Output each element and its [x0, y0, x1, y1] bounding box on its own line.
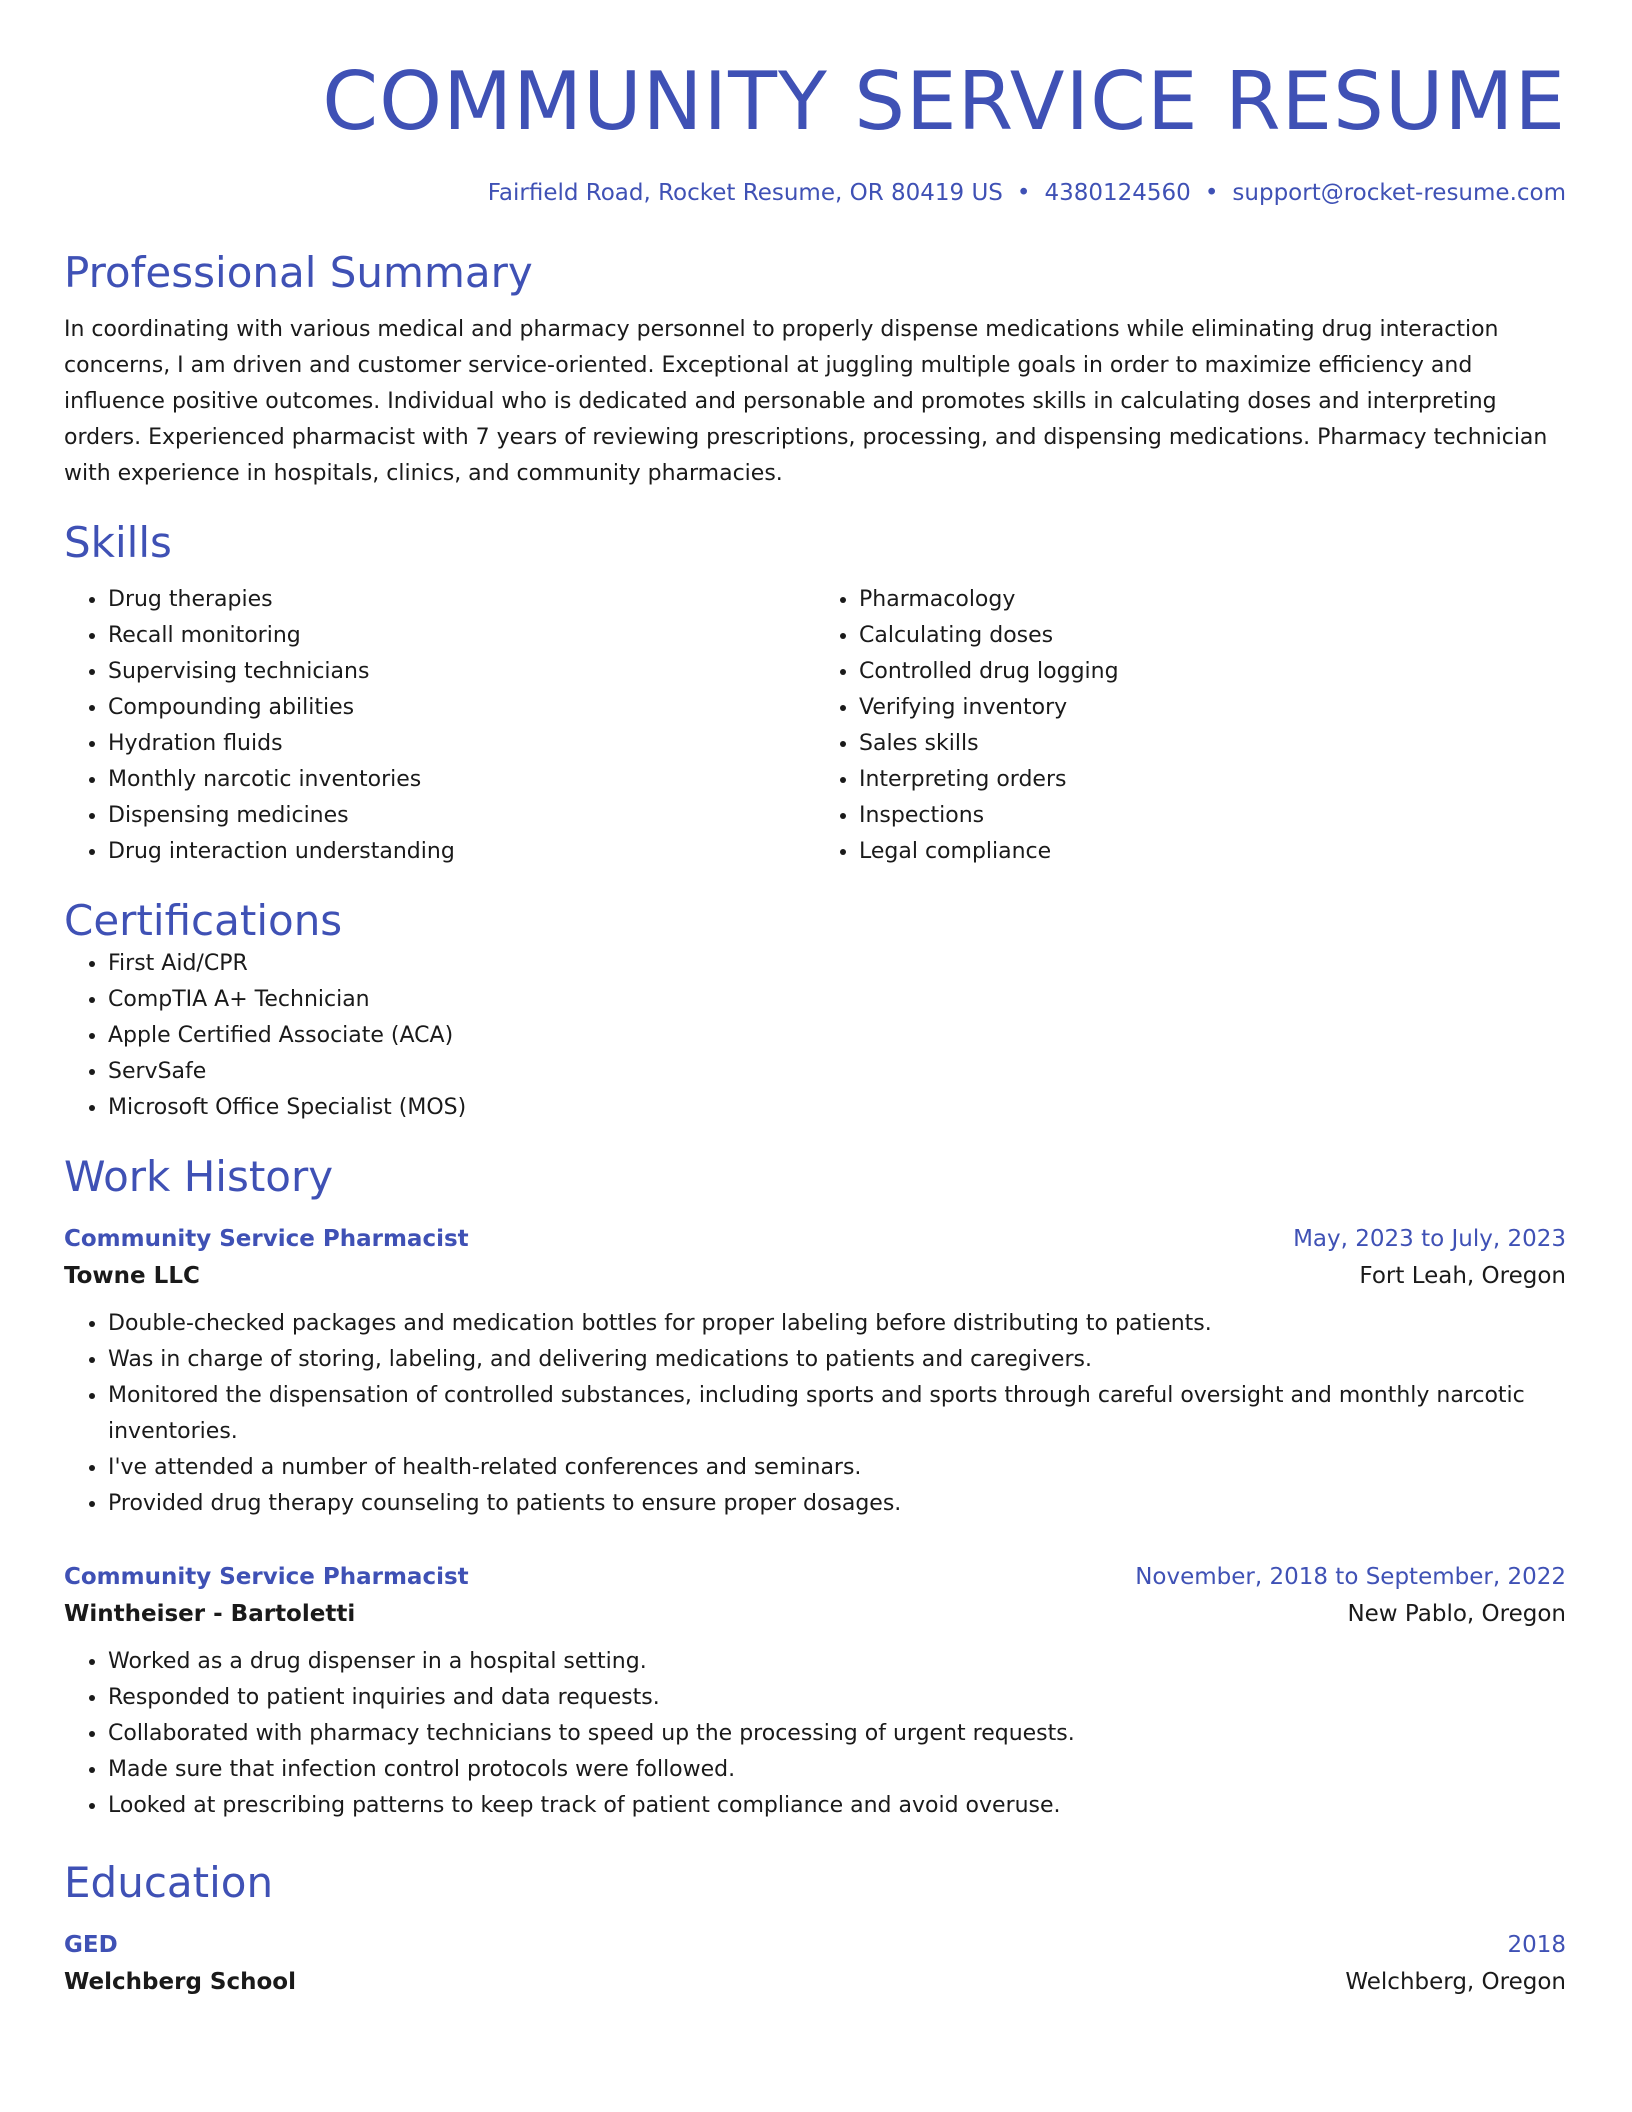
job-location: Fort Leah, Oregon — [1359, 1263, 1566, 1289]
skill-item: • Controlled drug logging — [859, 654, 1566, 690]
job-bullet: • Double-checked packages and medication bottles for proper labeling before distributing to patients. — [108, 1306, 1566, 1342]
skill-item: • Inspections — [859, 798, 1566, 834]
job-bullet: • Worked as a drug dispenser in a hospital setting. — [108, 1644, 1566, 1680]
resume-title: COMMUNITY SERVICE RESUME — [322, 55, 1566, 148]
job-title: Community Service Pharmacist — [64, 1564, 469, 1590]
education-degree: GED — [64, 1932, 118, 1958]
job-company: Wintheiser - Bartoletti — [64, 1601, 356, 1627]
certification-item: • ServSafe — [108, 1054, 1566, 1090]
certifications-list — [64, 946, 1566, 1126]
skill-item: • Sales skills — [859, 726, 1566, 762]
skill-item: • Pharmacology — [859, 582, 1566, 618]
skill-item: • Calculating doses — [859, 618, 1566, 654]
job-bullet: • Was in charge of storing, labeling, and delivering medications to patients and caregivers. — [108, 1342, 1566, 1378]
skill-item: • Interpreting orders — [859, 762, 1566, 798]
job-dates: November, 2018 to September, 2022 — [1135, 1564, 1566, 1590]
job-company: Towne LLC — [64, 1263, 200, 1289]
education-school-row — [64, 1962, 1566, 2002]
job-bullet: • Monitored the dispensation of controlled substances, including sports and sports through careful oversight and monthly narcotic inventories. — [108, 1378, 1566, 1450]
contact-email[interactable]: support@rocket-resume.com — [1232, 180, 1566, 206]
skills-list-left — [64, 582, 815, 870]
certifications-heading: Certifications — [64, 896, 343, 945]
contact-line — [64, 178, 1566, 208]
skill-item: • Compounding abilities — [108, 690, 815, 726]
job-bullet: • Looked at prescribing patterns to keep track of patient compliance and avoid overuse. — [108, 1788, 1566, 1824]
certification-item: • First Aid/CPR — [108, 946, 1566, 982]
education-heading: Education — [64, 1858, 274, 1907]
job-bullet: • I've attended a number of health-related conferences and seminars. — [108, 1450, 1566, 1486]
skill-item: • Recall monitoring — [108, 618, 815, 654]
skill-item: • Monthly narcotic inventories — [108, 762, 815, 798]
skill-item: • Drug therapies — [108, 582, 815, 618]
certification-item: • Apple Certified Associate (ACA) — [108, 1018, 1566, 1054]
job-bullets — [64, 1644, 1566, 1824]
job-entry — [64, 1560, 1566, 1824]
job-bullet: • Made sure that infection control protocols were followed. — [108, 1752, 1566, 1788]
contact-phone: 4380124560 — [1044, 180, 1191, 206]
skills-columns — [64, 582, 1566, 870]
job-dates: May, 2023 to July, 2023 — [1293, 1226, 1566, 1252]
skill-item: • Supervising technicians — [108, 654, 815, 690]
resume-page — [64, 0, 1566, 2002]
job-header-row — [64, 1560, 1566, 1594]
job-header-row — [64, 1222, 1566, 1256]
education-school: Welchberg School — [64, 1969, 296, 1995]
contact-address: Fairfield Road, Rocket Resume, OR 80419 US — [487, 180, 1003, 206]
job-bullet: • Collaborated with pharmacy technicians to speed up the processing of urgent requests. — [108, 1716, 1566, 1752]
skill-item: • Drug interaction understanding — [108, 834, 815, 870]
certification-item: • Microsoft Office Specialist (MOS) — [108, 1090, 1566, 1126]
skill-item: • Hydration fluids — [108, 726, 815, 762]
skills-heading: Skills — [64, 518, 172, 567]
education-year: 2018 — [1507, 1932, 1566, 1958]
job-location: New Pablo, Oregon — [1347, 1601, 1566, 1627]
job-bullet: • Provided drug therapy counseling to patients to ensure proper dosages. — [108, 1486, 1566, 1522]
contact-separator: • — [1204, 180, 1219, 206]
work-history-heading: Work History — [64, 1152, 334, 1201]
job-bullet: • Responded to patient inquiries and data requests. — [108, 1680, 1566, 1716]
education-entry — [64, 1928, 1566, 2002]
job-title: Community Service Pharmacist — [64, 1226, 469, 1252]
skill-item: • Legal compliance — [859, 834, 1566, 870]
contact-separator: • — [1016, 180, 1031, 206]
skill-item: • Dispensing medicines — [108, 798, 815, 834]
job-company-row — [64, 1256, 1566, 1296]
certification-item: • CompTIA A+ Technician — [108, 982, 1566, 1018]
job-bullets — [64, 1306, 1566, 1522]
job-entry — [64, 1222, 1566, 1522]
summary-text: In coordinating with various medical and pharmacy personnel to properly dispense medications while eliminating drug interaction concerns, I am driven and customer service-oriented. Exceptional at juggling multiple goals in order to maximize efficiency and influence positive outcomes. Individual who is dedicated and personable and promotes skills in calculating doses and interpreting orders. Experienced pharmacist with 7 years of reviewing prescriptions, processing, and dispensing medications. Pharmacy technician with experience in hospitals, clinics, and community pharmacies. — [64, 317, 1548, 486]
education-location: Welchberg, Oregon — [1345, 1969, 1566, 1995]
summary-heading: Professional Summary — [64, 248, 533, 297]
skill-item: • Verifying inventory — [859, 690, 1566, 726]
education-header-row — [64, 1928, 1566, 1962]
job-company-row — [64, 1594, 1566, 1634]
skills-list-right — [815, 582, 1566, 870]
